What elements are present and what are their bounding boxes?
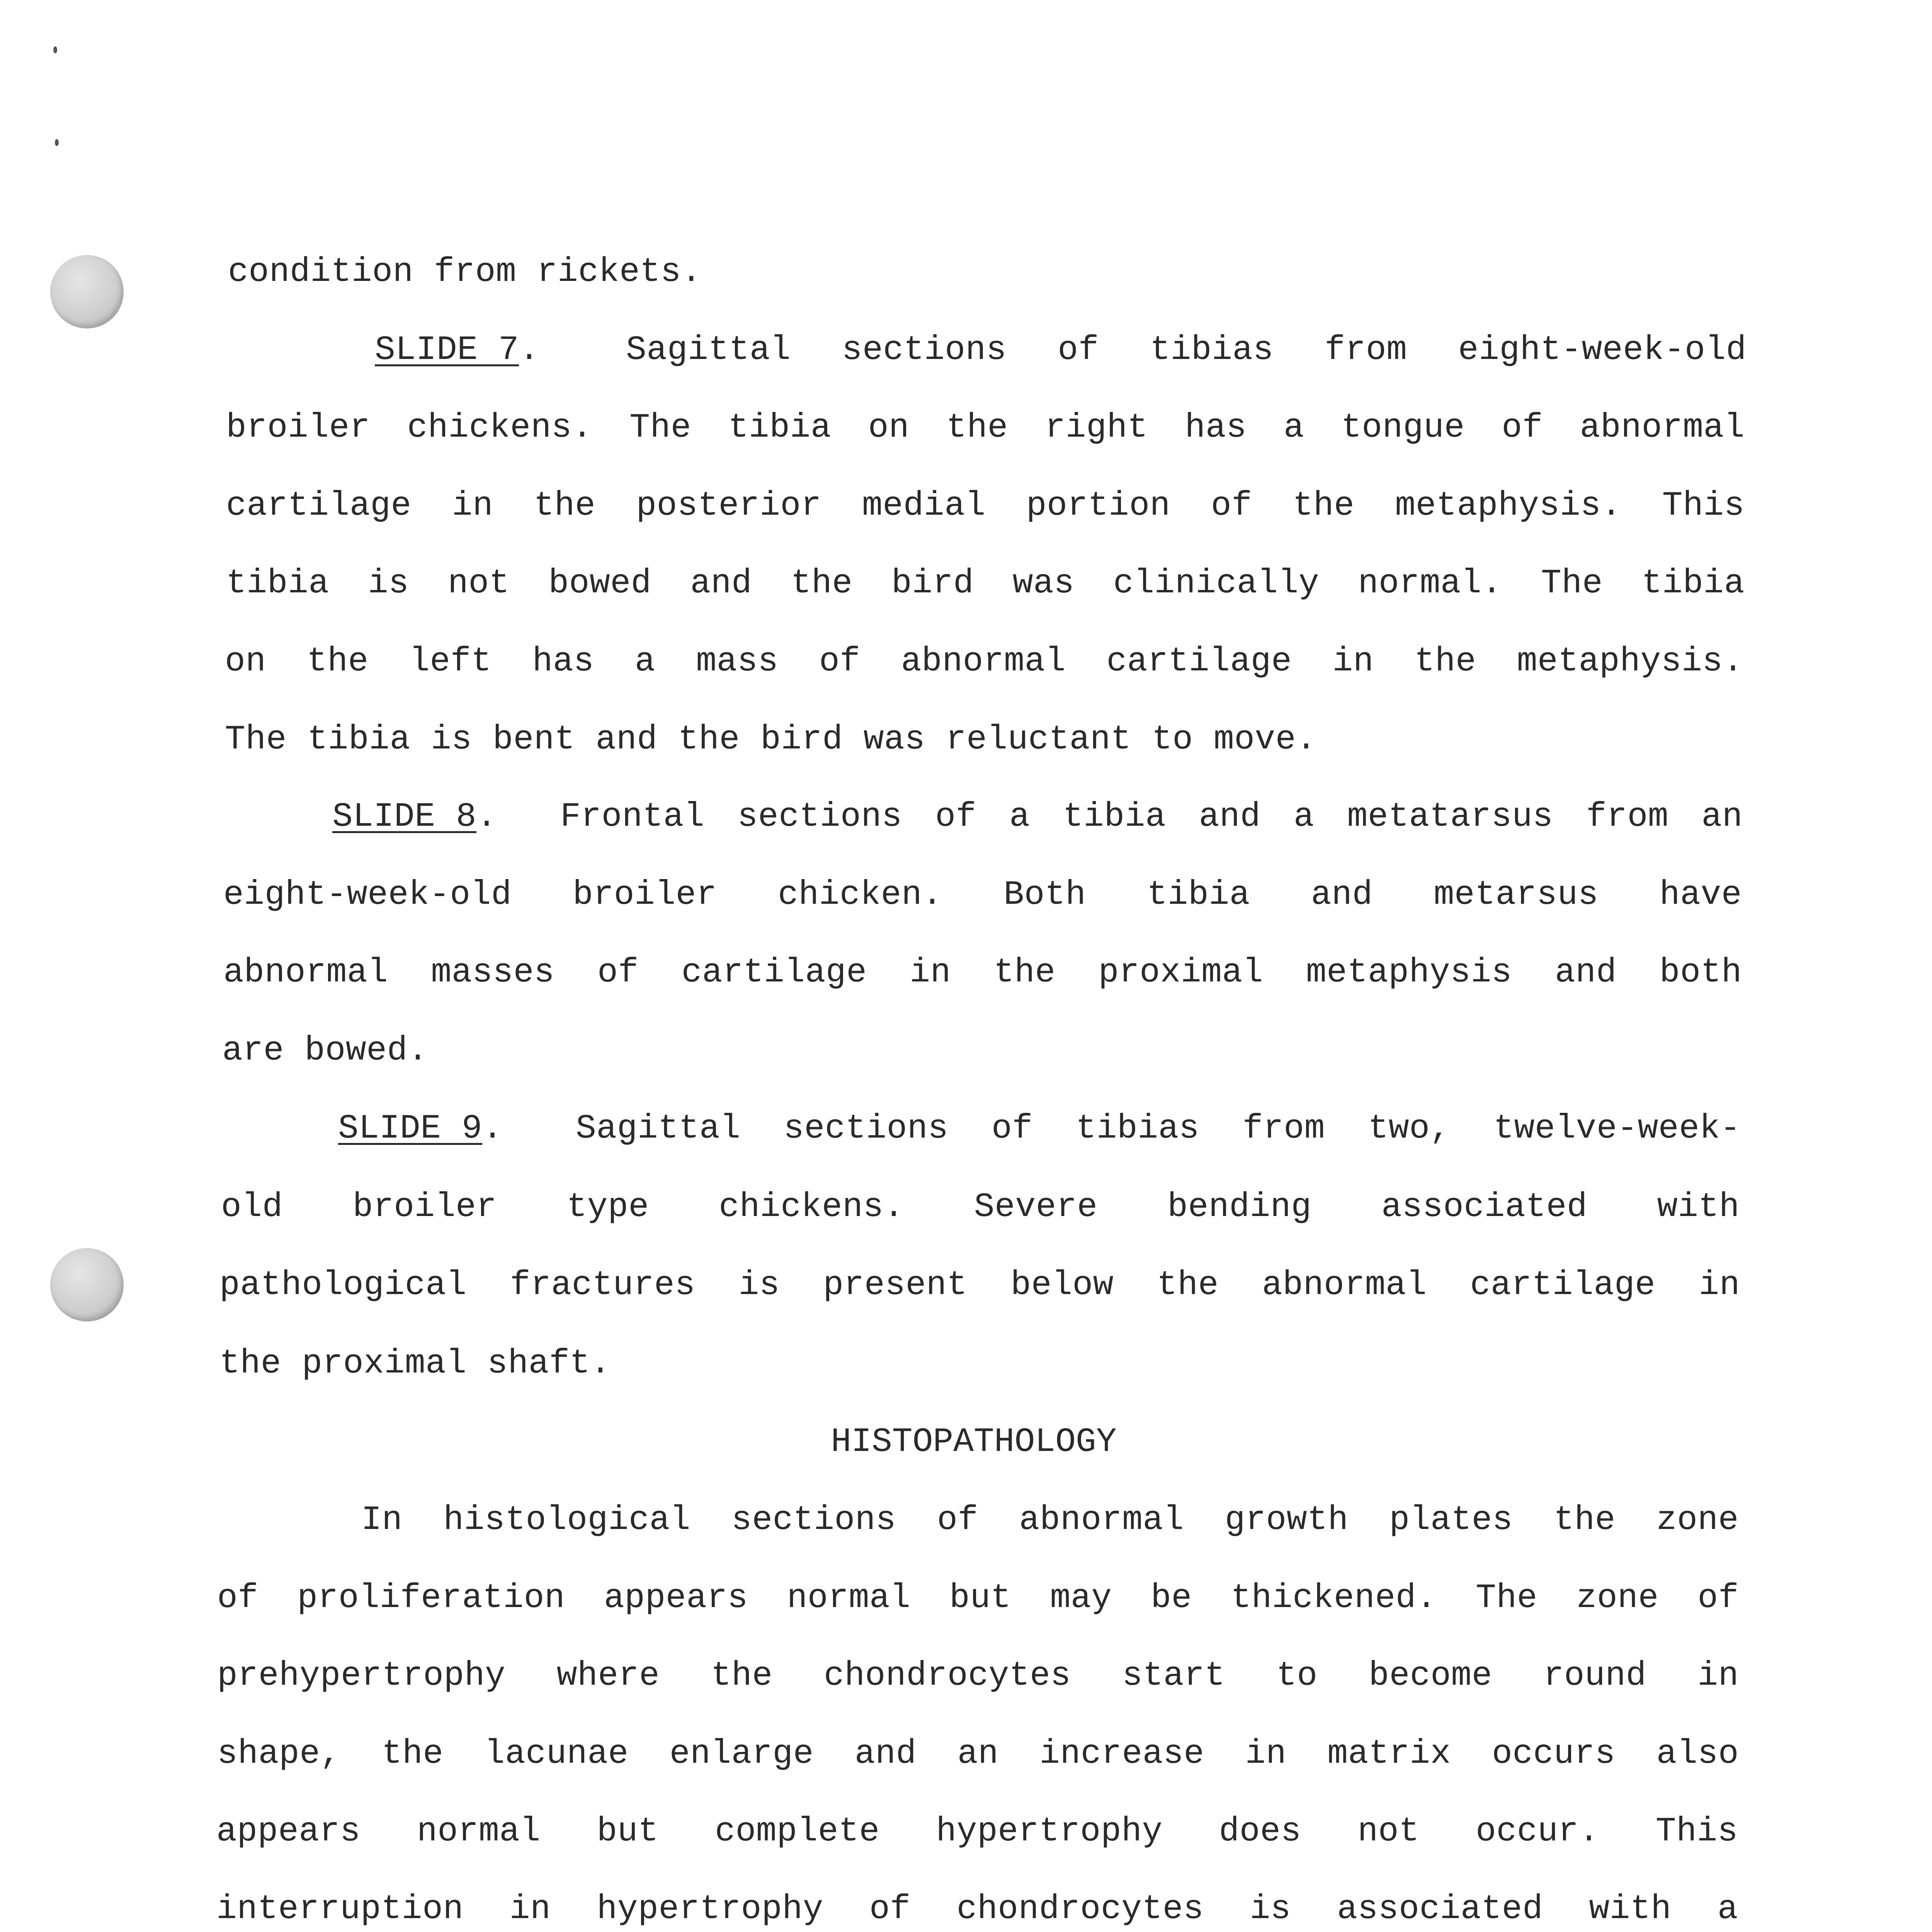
scan-speck <box>53 46 57 53</box>
text-line: prehypertrophy where the chondrocytes start to become round in <box>217 1657 1739 1695</box>
section-heading <box>0 1421 1932 1464</box>
text-line: the proximal shaft. <box>219 1345 611 1383</box>
scan-speck <box>55 139 59 146</box>
text-line: on the left has a mass of abnormal cartilage in the metaphysis. <box>225 643 1743 681</box>
text-line: old broiler type chickens. Severe bending associated with <box>221 1188 1740 1226</box>
text-line: abnormal masses of cartilage in the proximal metaphysis and both <box>223 954 1742 992</box>
text-line: condition from rickets. <box>228 253 702 291</box>
punch-hole <box>50 255 124 328</box>
slide-label: SLIDE 8 <box>332 798 477 836</box>
slide-7-label: SLIDE 7. <box>375 331 540 369</box>
slide-8-label: SLIDE 8. <box>332 798 497 836</box>
text-line: shape, the lacunae enlarge and an increase in matrix occurs also <box>217 1735 1739 1773</box>
text-line: tibia is not bowed and the bird was clinically normal. The tibia <box>226 565 1745 603</box>
text-line: The tibia is bent and the bird was reluctant to move. <box>225 721 1317 759</box>
text-line: eight-week-old broiler chicken. Both tibia and metarsus have <box>223 876 1742 914</box>
punch-hole <box>50 1248 124 1321</box>
slide-label: SLIDE 7 <box>375 331 519 369</box>
heading-text: HISTOPATHOLOGY <box>831 1423 1117 1461</box>
text-line: appears normal but complete hypertrophy does not occur. This <box>216 1813 1738 1851</box>
text-line: Sagittal sections of tibias from two, twelve-week- <box>576 1110 1741 1148</box>
text-line: Frontal sections of a tibia and a metatarsus from an <box>560 798 1743 836</box>
text-line: Sagittal sections of tibias from eight-week-old <box>626 331 1747 369</box>
text-line: interruption in hypertrophy of chondrocytes is associated with a <box>216 1890 1738 1929</box>
text-line: are bowed. <box>222 1032 429 1070</box>
text-line: cartilage in the posterior medial portion of the metaphysis. This <box>226 487 1745 525</box>
text-line: In histological sections of abnormal growth plates the zone <box>361 1501 1739 1539</box>
text-line: of proliferation appears normal but may be thickened. The zone of <box>217 1579 1739 1617</box>
slide-label: SLIDE 9 <box>338 1110 483 1148</box>
text-line: pathological fractures is present below the abnormal cartilage in <box>219 1266 1740 1304</box>
text-line: broiler chickens. The tibia on the right has a tongue of abnormal <box>226 409 1745 447</box>
slide-9-label: SLIDE 9. <box>338 1110 503 1148</box>
